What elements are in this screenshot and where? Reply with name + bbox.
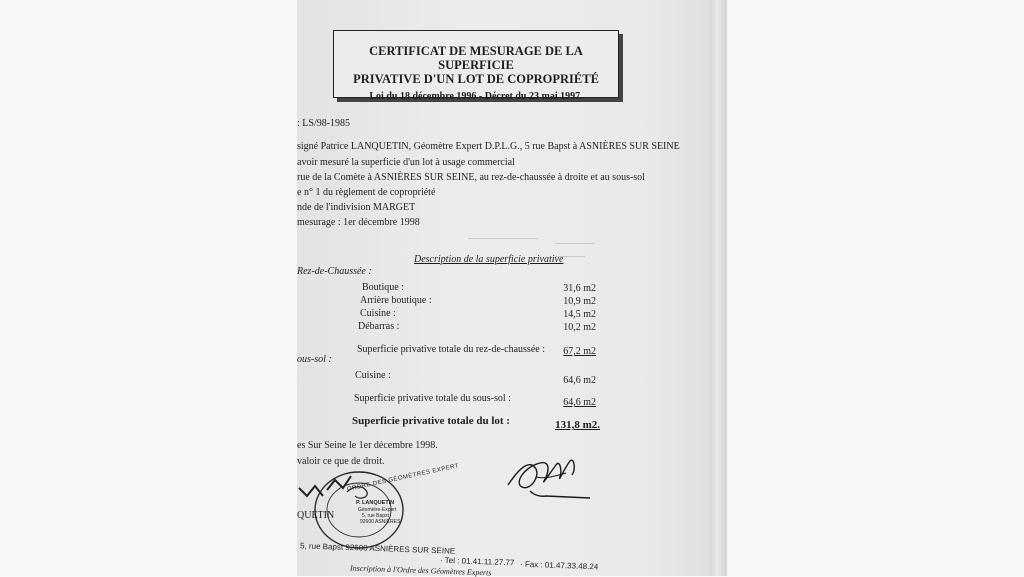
stamp-address-b: 92600 ASNIÈRES — [360, 519, 401, 525]
signature-graphic — [500, 447, 600, 505]
ss-total-value: 64,6 m2 — [563, 397, 596, 408]
certificate-title-line1: CERTIFICAT DE MESURAGE DE LA SUPERFICIE — [369, 44, 583, 72]
rdc-row-label: Débarras : — [358, 321, 400, 332]
footer-address: 5, rue Bapst 92600 ASNIÈRES SUR SEINE — [299, 541, 456, 556]
show-through-mark — [468, 238, 538, 239]
place-date: es Sur Seine le 1er décembre 1998. — [297, 440, 438, 451]
footer-fax: · Fax : 01.47.33.48.24 — [519, 559, 599, 572]
stamp-role: Géomètre-Expert — [358, 507, 397, 513]
ss-row-label: Cuisine : — [355, 370, 391, 381]
rdc-row-value: 14,5 m2 — [563, 309, 596, 320]
rdc-heading: Rez-de-Chaussée : — [297, 266, 372, 277]
ss-row-value: 64,6 m2 — [563, 375, 596, 386]
lot-line: e n° 1 du règlement de copropriété — [297, 187, 436, 198]
show-through-mark — [555, 243, 595, 244]
location-line: rue de la Comète à ASNIÈRES SUR SEINE, au rez-de-chaussée à droite et au sous-sol — [297, 172, 645, 183]
law-reference: Loi du 18 décembre 1996 - Décret du 23 mai 1997. — [369, 91, 583, 102]
rdc-row-value: 10,2 m2 — [563, 322, 596, 333]
rdc-total-label: Superficie privative totale du rez-de-chaussée : — [357, 344, 545, 355]
background-right — [727, 0, 1024, 576]
surveyor-line: signé Patrice LANQUETIN, Géomètre Expert D.P.L.G., 5 rue Bapst à ASNIÈRES SUR SEINE — [297, 141, 680, 152]
rdc-row-label: Arrière boutique : — [360, 295, 432, 306]
rdc-row-label: Boutique : — [362, 282, 404, 293]
lot-total-value: 131,8 m2. — [555, 419, 600, 431]
description-title: Description de la superficie privative — [414, 254, 564, 265]
background-left — [0, 0, 297, 576]
purpose-line: avoir mesuré la superficie d'un lot à usage commercial — [297, 157, 515, 168]
rdc-total-value: 67,2 m2 — [563, 346, 596, 357]
ss-heading: ous-sol : — [297, 354, 332, 365]
certificate-title-box — [333, 30, 619, 102]
rdc-row-value: 31,6 m2 — [563, 283, 596, 294]
stamp-ring-text: ORDRE DES GÉOMÈTRES EXPERT — [346, 463, 460, 493]
footer-inscription: Inscription à l'Ordre des Géomètres Experts — [349, 563, 492, 577]
footer-tel: · Tel : 01.41.11.27.77 — [439, 555, 515, 568]
reference-number: : LS/98-1985 — [297, 118, 351, 129]
ss-total-label: Superficie privative totale du sous-sol : — [354, 393, 511, 404]
certificate-title-line2: PRIVATIVE D'UN LOT DE COPROPRIÉTÉ — [353, 72, 599, 86]
rdc-row-label: Cuisine : — [360, 308, 396, 319]
stamp-address-a: 5, rue Bapst — [362, 513, 389, 519]
rdc-row-value: 10,9 m2 — [563, 296, 596, 307]
stamp-partial-name: QUETIN — [297, 510, 335, 521]
page-edge — [710, 0, 727, 576]
lot-total-label: Superficie privative totale du lot : — [352, 415, 510, 427]
closing-formula: valoir ce que de droit. — [297, 456, 385, 467]
survey-date-line: mesurage : 1er décembre 1998 — [297, 217, 420, 228]
stamp-name: P. LANQUETIN — [356, 500, 395, 506]
owner-line: nde de l'indivision MARGET — [297, 202, 416, 213]
